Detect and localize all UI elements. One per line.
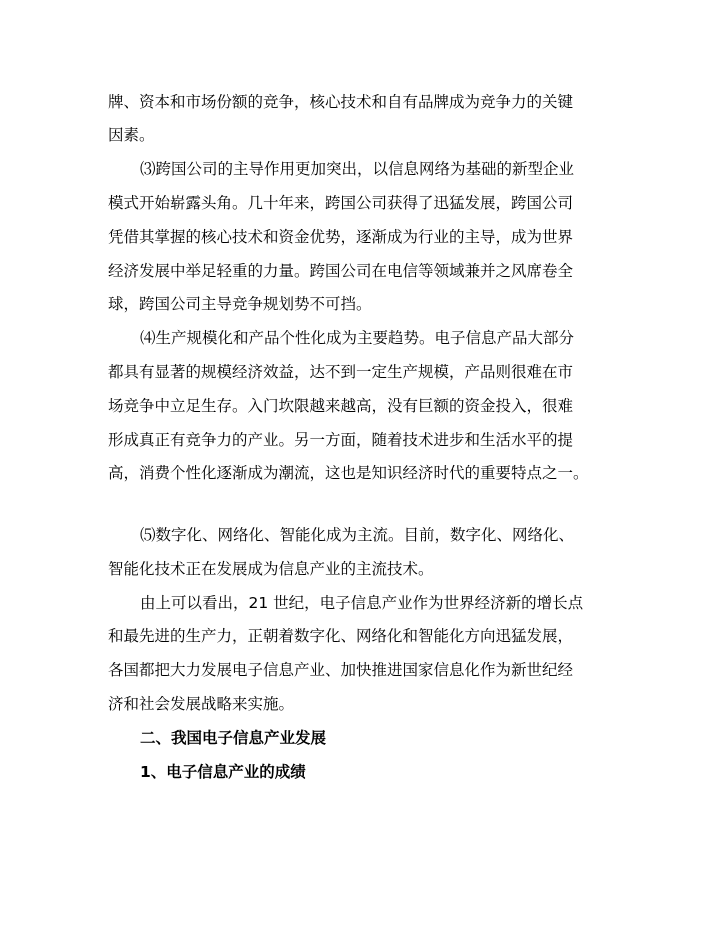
paragraph-line: 球，跨国公司主导竞争规划势不可挡。 xyxy=(108,295,372,313)
paragraph-line: 场竞争中立足生存。入门坎限越来越高，没有巨额的资金投入，很难 xyxy=(108,397,574,415)
paragraph-line: 和最先进的生产力，正朝着数字化、网络化和智能化方向迅猛发展， xyxy=(108,627,574,645)
paragraph-line: 济和社会发展战略来实施。 xyxy=(108,695,295,713)
paragraph-line: 凭借其掌握的核心技术和资金优势，逐渐成为行业的主导，成为世界 xyxy=(108,228,574,246)
section-heading: 二、我国电子信息产业发展 xyxy=(140,729,327,747)
paragraph-line: 都具有显著的规模经济效益，达不到一定生产规模，产品则很难在市 xyxy=(108,363,574,381)
paragraph-line: 高，消费个性化逐渐成为潮流，这也是知识经济时代的重要特点之一。 xyxy=(108,464,589,482)
line-text: 牌、资本和市场份额的竞争，核心技术和自有品牌成为竞争力的关键 xyxy=(108,93,574,111)
paragraph-line: ⑶跨国公司的主导作用更加突出，以信息网络为基础的新型企业 xyxy=(140,160,575,178)
paragraph-line: 由上可以看出，21 世纪，电子信息产业作为世界经济新的增长点 xyxy=(140,594,584,612)
paragraph-line: 因素。 xyxy=(108,126,155,144)
paragraph-line: ⑷生产规模化和产品个性化成为主要趋势。电子信息产品大部分 xyxy=(140,329,575,347)
paragraph-line xyxy=(108,92,596,112)
paragraph-line: 经济发展中举足轻重的力量。跨国公司在电信等领域兼并之风席卷全 xyxy=(108,262,574,280)
paragraph-line: 各国都把大力发展电子信息产业、加快推进国家信息化作为新世纪经 xyxy=(108,661,574,679)
paragraph-line: 形成真正有竞争力的产业。另一方面，随着技术进步和生活水平的提 xyxy=(108,431,574,449)
paragraph-line: ⑸数字化、网络化、智能化成为主流。目前，数字化、网络化、 xyxy=(140,526,575,544)
paragraph-line: 智能化技术正在发展成为信息产业的主流技术。 xyxy=(108,560,434,578)
subsection-heading: 1、电子信息产业的成绩 xyxy=(140,763,306,781)
paragraph-line: 模式开始崭露头角。几十年来，跨国公司获得了迅猛发展，跨国公司 xyxy=(108,194,574,212)
